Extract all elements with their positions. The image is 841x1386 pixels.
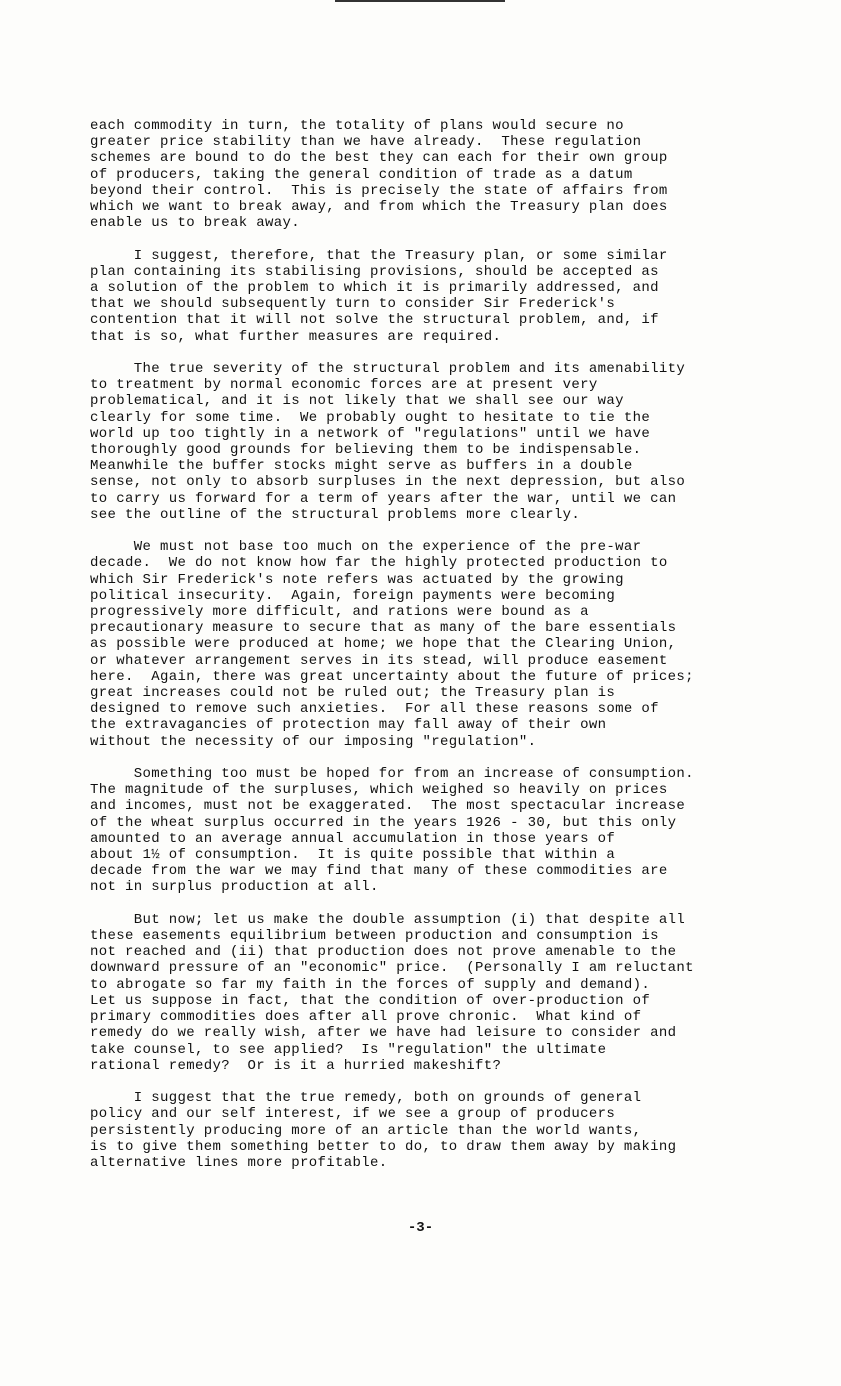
text-line: as possible were produced at home; we hope that the Clearing Union,	[90, 636, 677, 653]
text-line: is to give them something better to do, to draw them away by making	[90, 1138, 677, 1155]
body-text	[90, 118, 780, 1187]
text-line: or whatever arrangement serves in its stead, will produce easement	[90, 652, 668, 669]
text-line: which we want to break away, and from which the Treasury plan does	[90, 199, 668, 216]
text-line: thoroughly good grounds for believing them to be indispensable.	[90, 442, 642, 459]
text-line: see the outline of the structural problems more clearly.	[90, 506, 581, 523]
page-number: -3-	[407, 1220, 434, 1236]
text-line: The magnitude of the surpluses, which weighed so heavily on prices	[90, 782, 668, 799]
text-line: decade. We do not know how far the highly protected production to	[90, 555, 668, 572]
text-line: not in surplus production at all.	[90, 879, 379, 896]
text-line: clearly for some time. We probably ought to hesitate to tie the	[90, 409, 651, 426]
text-line: take counsel, to see applied? Is "regulation" the ultimate	[90, 1041, 607, 1058]
text-line: and incomes, must not be exaggerated. The most spectacular increase	[90, 798, 686, 815]
text-line: world up too tightly in a network of "regulations" until we have	[90, 425, 651, 442]
text-line: to carry us forward for a term of years after the war, until we can	[90, 490, 677, 507]
text-line: without the necessity of our imposing "regulation".	[90, 733, 537, 750]
text-line: amounted to an average annual accumulation in those years of	[90, 830, 616, 847]
text-line: rational remedy? Or is it a hurried makeshift?	[90, 1057, 502, 1074]
text-line: which Sir Frederick's note refers was actuated by the growing	[90, 571, 624, 588]
text-line: contention that it will not solve the structural problem, and, if	[90, 312, 659, 329]
text-line: I suggest that the true remedy, both on grounds of general	[90, 1090, 642, 1107]
text-line: The true severity of the structural problem and its amenability	[90, 361, 686, 378]
text-line: these easements equilibrium between production and consumption is	[90, 928, 659, 945]
text-line: problematical, and it is not likely that we shall see our way	[90, 393, 624, 410]
text-line: sense, not only to absorb surpluses in the next depression, but also	[90, 474, 686, 491]
text-line: We must not base too much on the experience of the pre-war	[90, 539, 642, 556]
text-line: Meanwhile the buffer stocks might serve as buffers in a double	[90, 458, 633, 475]
text-line: that is so, what further measures are required.	[90, 328, 502, 345]
text-line: primary commodities does after all prove chronic. What kind of	[90, 1009, 642, 1026]
text-line: not reached and (ii) that production does not prove amenable to the	[90, 944, 677, 961]
text-line: But now; let us make the double assumption (i) that despite all	[90, 911, 686, 928]
text-line: greater price stability than we have already. These regulation	[90, 134, 642, 151]
text-line: remedy do we really wish, after we have had leisure to consider and	[90, 1025, 677, 1042]
text-line: that we should subsequently turn to consider Sir Frederick's	[90, 296, 616, 313]
text-line: here. Again, there was great uncertainty about the future of prices;	[90, 668, 694, 685]
top-rule	[335, 0, 505, 2]
text-line: schemes are bound to do the best they can each for their own group	[90, 150, 668, 167]
text-line: of the wheat surplus occurred in the years 1926 - 30, but this only	[90, 814, 677, 831]
text-line: decade from the war we may find that many of these commodities are	[90, 863, 668, 880]
paragraph	[90, 248, 780, 345]
text-line: downward pressure of an "economic" price. (Personally I am reluctant	[90, 960, 694, 977]
text-line: I suggest, therefore, that the Treasury plan, or some similar	[90, 247, 668, 264]
paragraph	[90, 912, 780, 1074]
paragraph	[90, 1090, 780, 1171]
text-line: about 1½ of consumption. It is quite possible that within a	[90, 847, 616, 864]
paragraph	[90, 539, 780, 750]
text-line: Something too must be hoped for from an increase of consumption.	[90, 766, 694, 783]
text-line: to abrogate so far my faith in the forces of supply and demand).	[90, 976, 651, 993]
text-line: persistently producing more of an article than the world wants,	[90, 1122, 642, 1139]
paragraph	[90, 118, 780, 231]
paragraph	[90, 766, 780, 896]
text-line: of producers, taking the general condition of trade as a datum	[90, 166, 633, 183]
text-line: policy and our self interest, if we see a group of producers	[90, 1106, 616, 1123]
text-line: the extravagancies of protection may fall away of their own	[90, 717, 607, 734]
text-line: progressively more difficult, and rations were bound as a	[90, 604, 589, 621]
text-line: to treatment by normal economic forces are at present very	[90, 377, 598, 394]
text-line: Let us suppose in fact, that the condition of over-production of	[90, 992, 651, 1009]
text-line: beyond their control. This is precisely the state of affairs from	[90, 182, 668, 199]
text-line: plan containing its stabilising provisions, should be accepted as	[90, 263, 659, 280]
text-line: each commodity in turn, the totality of plans would secure no	[90, 118, 624, 134]
text-line: precautionary measure to secure that as many of the bare essentials	[90, 620, 677, 637]
paragraph	[90, 361, 780, 523]
text-line: designed to remove such anxieties. For all these reasons some of	[90, 701, 659, 718]
text-line: enable us to break away.	[90, 215, 301, 232]
text-line: alternative lines more profitable.	[90, 1154, 388, 1171]
text-line: political insecurity. Again, foreign payments were becoming	[90, 587, 616, 604]
text-line: a solution of the problem to which it is primarily addressed, and	[90, 280, 659, 297]
text-line: great increases could not be ruled out; the Treasury plan is	[90, 685, 616, 702]
